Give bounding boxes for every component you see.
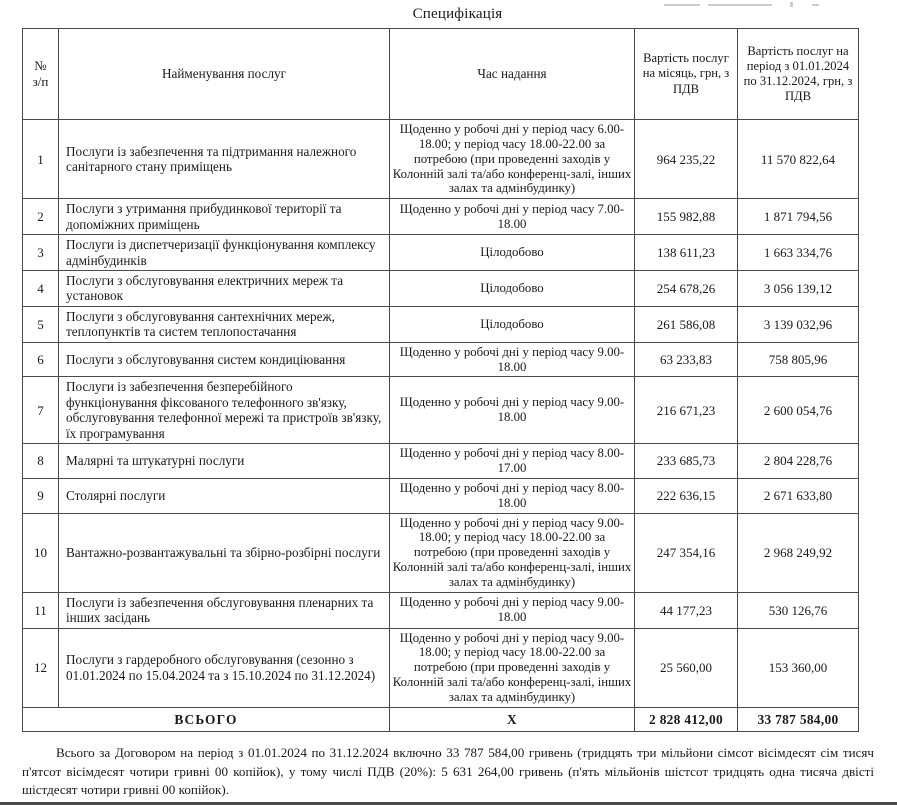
table-row [23, 235, 859, 271]
row-cost-period: 2 600 054,76 [738, 377, 859, 444]
table-row [23, 377, 859, 444]
row-number: 1 [23, 120, 59, 199]
row-number: 8 [23, 444, 59, 479]
row-number: 2 [23, 199, 59, 235]
row-service-name: Послуги з обслуговування систем кондиціювання [59, 342, 390, 377]
row-time: Щоденно у робочі дні у період часу 9.00-18.00 [390, 342, 635, 377]
row-cost-period: 2 968 249,92 [738, 513, 859, 592]
row-time: Щоденно у робочі дні у період часу 8.00-17.00 [390, 444, 635, 479]
total-cost-period: 33 787 584,00 [738, 707, 859, 731]
row-cost-month: 25 560,00 [635, 628, 738, 707]
row-number: 12 [23, 628, 59, 707]
row-time: Цілодобово [390, 235, 635, 271]
column-header-service-name: Найменування послуг [59, 29, 390, 120]
total-time-placeholder: X [390, 707, 635, 731]
row-cost-month: 63 233,83 [635, 342, 738, 377]
row-cost-month: 155 982,88 [635, 199, 738, 235]
summary-paragraph: Всього за Договором на період з 01.01.2024 по 31.12.2024 включно 33 787 584,00 гривень (тридцять три мільйони сімсот вісімдесят сім тисяч п'ятсот вісімдесят чотири гривні 00 копійок), у тому числі ПДВ (20%): 5 631 264,00 гривень (п'ять мільйонів шістсот тридцять одна тисяча двісті шістдесят чотири гривні 00 копійок). [22, 745, 874, 798]
row-number: 4 [23, 270, 59, 306]
table-header [23, 29, 859, 120]
table-row [23, 120, 859, 199]
row-number: 7 [23, 377, 59, 444]
column-header-number [23, 29, 59, 120]
row-cost-period: 2 804 228,76 [738, 444, 859, 479]
table-row [23, 342, 859, 377]
row-number: 5 [23, 306, 59, 342]
row-cost-month: 964 235,22 [635, 120, 738, 199]
row-service-name: Послуги із забезпечення та підтримання належного санітарного стану приміщень [59, 120, 390, 199]
table-header-row [23, 29, 859, 120]
row-cost-period: 3 056 139,12 [738, 270, 859, 306]
row-number: 11 [23, 592, 59, 628]
column-header-number-line1: № [34, 58, 47, 74]
total-label: ВСЬОГО [23, 707, 390, 731]
table-row [23, 270, 859, 306]
row-cost-month: 247 354,16 [635, 513, 738, 592]
table-total-row [23, 707, 859, 731]
row-cost-period: 530 126,76 [738, 592, 859, 628]
row-cost-month: 138 611,23 [635, 235, 738, 271]
table-row [23, 306, 859, 342]
row-service-name: Послуги з утримання прибудинкової території та допоміжних приміщень [59, 199, 390, 235]
row-service-name: Послуги з обслуговування електричних мереж та установок [59, 270, 390, 306]
row-service-name: Послуги із диспетчеризації функціонування комплексу адмінбудинків [59, 235, 390, 271]
row-cost-month: 254 678,26 [635, 270, 738, 306]
row-number: 10 [23, 513, 59, 592]
row-time: Щоденно у робочі дні у період часу 9.00-18.00 [390, 592, 635, 628]
table-row [23, 628, 859, 707]
row-time: Щоденно у робочі дні у період часу 8.00-18.00 [390, 478, 635, 513]
row-time: Цілодобово [390, 270, 635, 306]
row-cost-month: 44 177,23 [635, 592, 738, 628]
row-cost-period: 153 360,00 [738, 628, 859, 707]
specification-table-container [22, 28, 858, 732]
row-cost-period: 1 871 794,56 [738, 199, 859, 235]
row-time: Щоденно у робочі дні у період часу 7.00-18.00 [390, 199, 635, 235]
table-row [23, 478, 859, 513]
row-cost-period: 3 139 032,96 [738, 306, 859, 342]
row-service-name: Послуги із забезпечення безперебійного функціонування фіксованого телефонного зв'язку, обслуговування телефонної мережі та пристроїв зв'язку, їх програмування [59, 377, 390, 444]
column-header-time: Час надання [390, 29, 635, 120]
row-number: 6 [23, 342, 59, 377]
row-time: Щоденно у робочі дні у період часу 9.00-18.00 [390, 377, 635, 444]
specification-table [22, 28, 859, 732]
row-service-name: Послуги із забезпечення обслуговування пленарних та інших засідань [59, 592, 390, 628]
row-cost-period: 11 570 822,64 [738, 120, 859, 199]
row-cost-month: 233 685,73 [635, 444, 738, 479]
row-service-name: Послуги з обслуговування сантехнічних мереж, теплопунктів та систем теплопостачання [59, 306, 390, 342]
table-row [23, 592, 859, 628]
row-service-name: Малярні та штукатурні послуги [59, 444, 390, 479]
row-time: Щоденно у робочі дні у період часу 6.00-18.00; у період часу 18.00-22.00 за потребою (при проведенні заходів у Колонній залі та/або конференц-залі, інших залах та адмінбудинку) [390, 120, 635, 199]
column-header-number-line2: з/п [32, 74, 49, 89]
row-service-name: Послуги з гардеробного обслуговування (сезонно з 01.01.2024 по 15.04.2024 та з 15.10.2024 по 31.12.2024) [59, 628, 390, 707]
table-row [23, 444, 859, 479]
row-cost-month: 261 586,08 [635, 306, 738, 342]
column-header-cost-period: Вартість послуг на період з 01.01.2024 по 31.12.2024, грн, з ПДВ [738, 29, 859, 120]
row-time: Цілодобово [390, 306, 635, 342]
row-cost-month: 222 636,15 [635, 478, 738, 513]
row-cost-period: 1 663 334,76 [738, 235, 859, 271]
row-service-name: Вантажно-розвантажувальні та збірно-розбірні послуги [59, 513, 390, 592]
table-body [23, 120, 859, 732]
row-time: Щоденно у робочі дні у період часу 9.00-18.00; у період часу 18.00-22.00 за потребою (при проведенні заходів у Колонній залі та/або конференц-залі, інших залах та адмінбудинку) [390, 513, 635, 592]
column-header-cost-month: Вартість послуг на місяць, грн, з ПДВ [635, 29, 738, 120]
row-cost-period: 2 671 633,80 [738, 478, 859, 513]
table-row [23, 513, 859, 592]
total-cost-month: 2 828 412,00 [635, 707, 738, 731]
table-row [23, 199, 859, 235]
page-title: Специфікація [412, 6, 503, 22]
row-service-name: Столярні послуги [59, 478, 390, 513]
row-number: 9 [23, 478, 59, 513]
row-cost-period: 758 805,96 [738, 342, 859, 377]
row-cost-month: 216 671,23 [635, 377, 738, 444]
row-number: 3 [23, 235, 59, 271]
row-time: Щоденно у робочі дні у період часу 9.00-18.00; у період часу 18.00-22.00 за потребою (при проведенні заходів у Колонній залі та/або конференц-залі, інших залах та адмінбудинку) [390, 628, 635, 707]
